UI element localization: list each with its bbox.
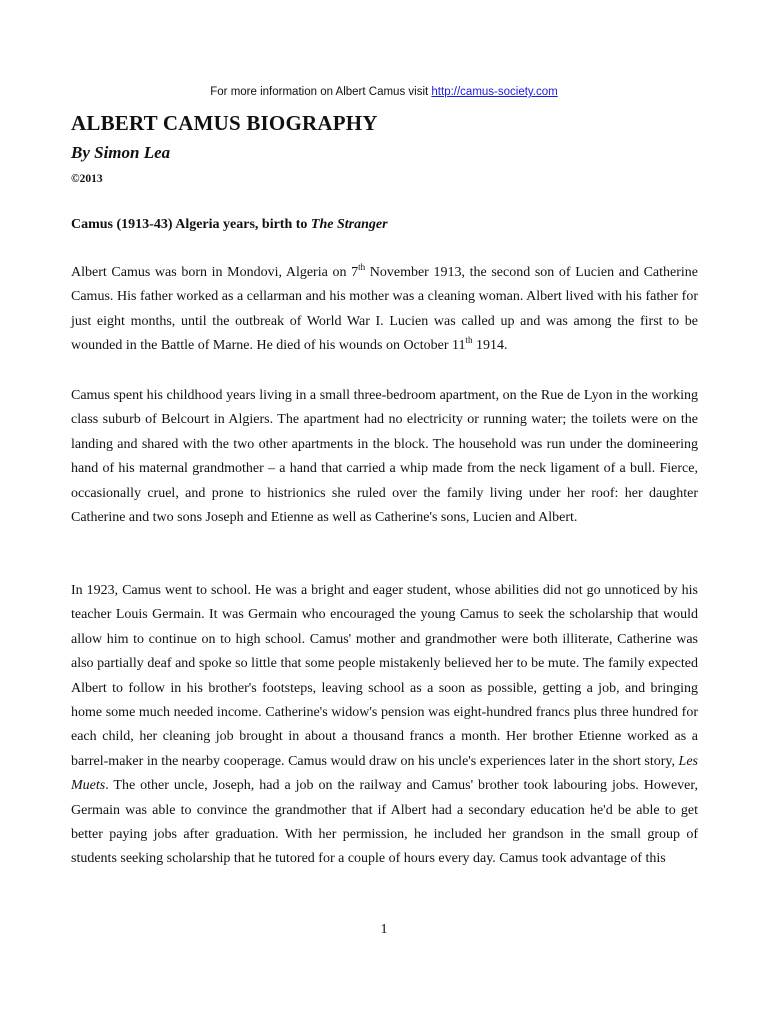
section-heading-text: Camus (1913-43) Algeria years, birth to <box>71 217 311 232</box>
document-title: ALBERT CAMUS BIOGRAPHY <box>71 111 378 135</box>
copyright-notice: ©2013 <box>71 173 103 185</box>
paragraph-birth-part-c: 1914. <box>472 338 508 354</box>
author-byline: By Simon Lea <box>71 143 171 162</box>
story-title-italic: Les Muets <box>71 753 698 794</box>
paragraph-childhood: Camus spent his childhood years living in a small three-bedroom apartment, on the Rue de Lyon in the working class suburb of Belcourt in Algiers. The apartment had no electricity or running water; the toilets were on the landing and shared with the two other apartments in the block. The household was run under the domineering hand of his maternal grandmother – a hand that carried a whip made from the neck ligament of a bull. Fierce, occasionally cruel, and prone to histrionics she ruled over the family living under her roof: her daughter Catherine and two sons Joseph and Etienne as well as Catherine's sons, Lucien and Albert. <box>71 388 698 526</box>
ordinal-suffix: th <box>465 335 473 346</box>
paragraph-school <box>71 579 698 872</box>
section-heading-italic: The Stranger <box>310 217 388 232</box>
page-number: 1 <box>380 922 388 937</box>
paragraph-birth-part-a: Albert Camus was born in Mondovi, Algeria on 7 <box>71 265 359 280</box>
header-note <box>0 85 768 99</box>
paragraph-school-part-a: In 1923, Camus went to school. He was a bright and eager student, whose abilities did not go unnoticed by his teacher Louis Germain. It was Germain who encouraged the young Camus to seek the scholarship that would allow him to continue on to high school. Camus' mother and grandmother were both illiterate, Catherine was also partially deaf and spoke so little that some people mistakenly believed her to be mute. The family expected Albert to follow in his brother's footsteps, leaving school as a soon as possible, getting a job, and bringing home some much needed income. Catherine's widow's pension was eight-hundred francs plus three hundred for each child, her cleaning job brought in about a thousand francs a month. Her brother Etienne worked as a barrel-maker in the nearby cooperage. Camus would draw on his uncle's experiences later in the short story, <box>71 583 698 769</box>
paragraph-school-part-b: . The other uncle, Joseph, had a job on the railway and Camus' brother took labouring jobs. However, Germain was able to convince the grandmother that if Albert had a secondary education he'd be able to get better paying jobs after graduation. With her permission, he included her grandson in the small group of students seeking scholarship that he tutored for a couple of hours every day. Camus took advantage of this <box>71 778 698 867</box>
ordinal-suffix: th <box>358 262 366 272</box>
paragraph-birth <box>71 261 698 359</box>
paragraph-birth-part-b: November 1913, the second son of Lucien and Catherine Camus. His father worked as a cellarman and his mother was a cleaning woman. Albert lived with his father for just eight months, until the outbreak of World War I. Lucien was called up and was among the first to be wounded in the Battle of Marne. He died of his wounds on October 11 <box>71 265 698 354</box>
camus-society-link[interactable]: http://camus-society.com <box>431 86 558 98</box>
header-note-text: For more information on Albert Camus visit <box>210 86 432 98</box>
section-heading <box>71 216 388 234</box>
